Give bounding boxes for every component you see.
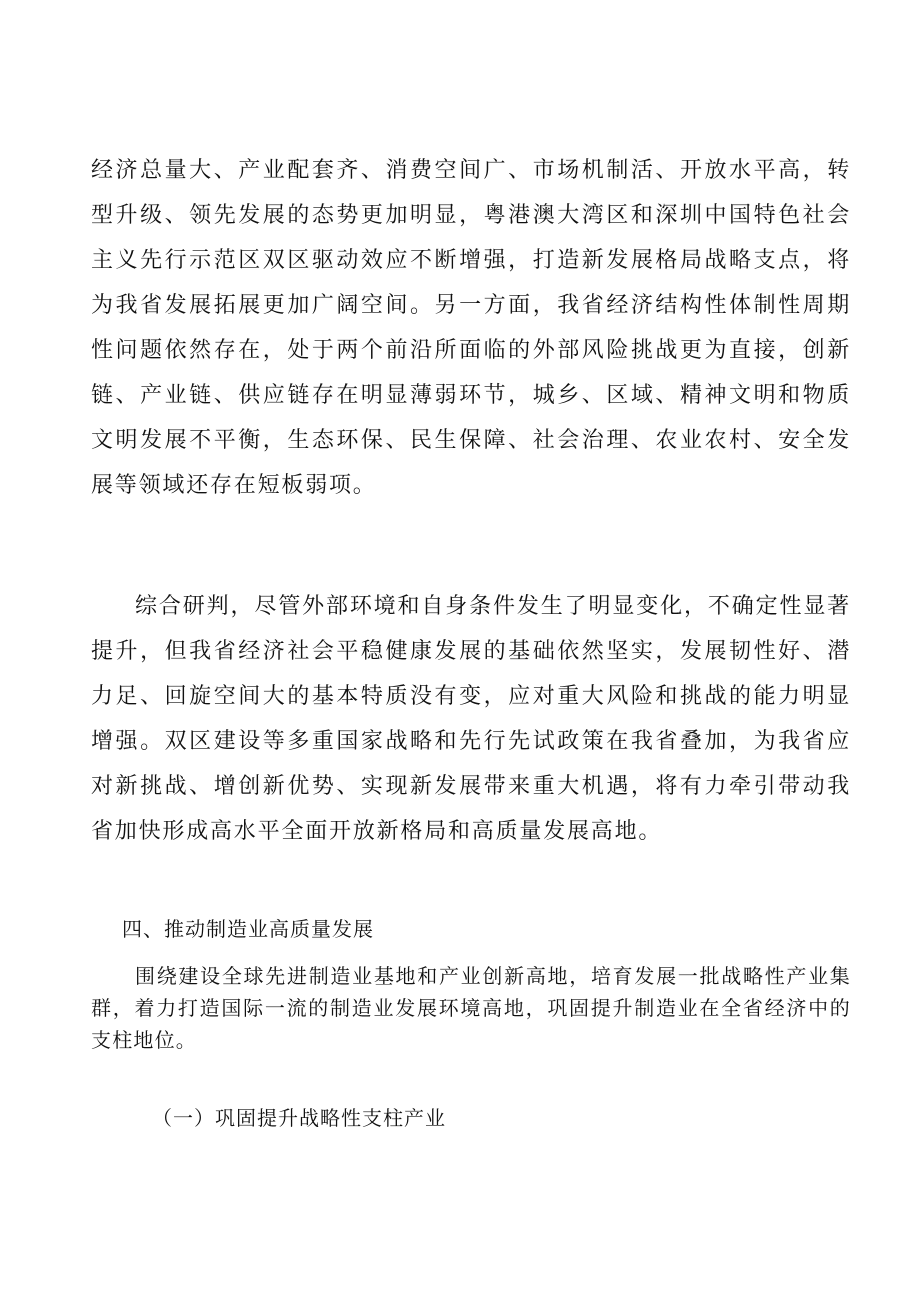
body-paragraph-1: 经济总量大、产业配套齐、消费空间广、市场机制活、开放水平高，转型升级、领先发展的态势更加明显，粤港澳大湾区和深圳中国特色社会主义先行示范区双区驱动效应不断增强，打造新发展格局战略支点，将为我省发展拓展更加广阔空间。另一方面，我省经济结构性体制性周期性问题依然存在，处于两个前沿所面临的外部风险挑战更为直接，创新链、产业链、供应链存在明显薄弱环节，城乡、区域、精神文明和物质文明发展不平衡，生态环保、民生保障、社会治理、农业农村、安全发展等领域还存在短板弱项。 [91, 158, 851, 498]
subsection-heading: （一）巩固提升战略性支柱产业 [152, 1106, 446, 1130]
section-heading: 四、推动制造业高质量发展 [122, 917, 374, 941]
section-intro-paragraph: 围绕建设全球先进制造业基地和产业创新高地，培育发展一批战略性产业集群，着力打造国际一流的制造业发展环境高地，巩固提升制造业在全省经济中的支柱地位。 [91, 964, 851, 1052]
body-paragraph-2: 综合研判，尽管外部环境和自身条件发生了明显变化，不确定性显著提升，但我省经济社会平稳健康发展的基础依然坚实，发展韧性好、潜力足、回旋空间大的基本特质没有变，应对重大风险和挑战的能力明显增强。双区建设等多重国家战略和先行先试政策在我省叠加，为我省应对新挑战、增创新优势、实现新发展带来重大机遇，将有力牵引带动我省加快形成高水平全面开放新格局和高质量发展高地。 [91, 594, 851, 844]
